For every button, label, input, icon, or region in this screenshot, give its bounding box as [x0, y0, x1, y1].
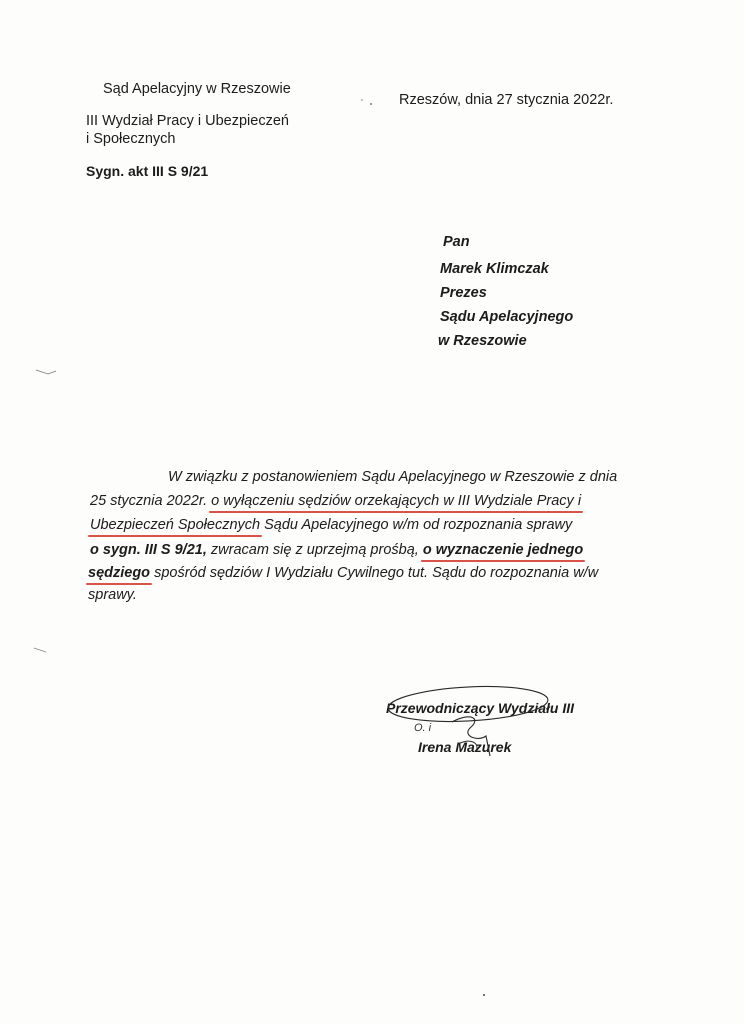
underlined-phrase: sędziego — [88, 565, 151, 581]
addressee-line-5: w Rzeszowie — [438, 333, 527, 349]
underlined-phrase: o wyłączeniu sędziów orzekających w III Wydziale Pracy i — [211, 493, 582, 509]
body-line-5: sędziego spośród sędziów I Wydziału Cywilnego tut. Sądu do rozpoznania w/w — [88, 565, 599, 581]
body-line-6: sprawy. — [88, 587, 137, 603]
court-name: Sąd Apelacyjny w Rzeszowie — [103, 81, 291, 97]
case-number: Sygn. akt III S 9/21 — [86, 163, 209, 179]
signature-name: Irena Mazurek — [418, 739, 512, 755]
place-date: Rzeszów, dnia 27 stycznia 2022r. — [399, 92, 614, 108]
body-line-2: 25 stycznia 2022r. o wyłączeniu sędziów orzekających w III Wydziale Pracy i — [90, 493, 582, 509]
body-line-4: o sygn. III S 9/21, zwracam się z uprzejmą prośbą, o wyznaczenie jednego — [90, 542, 584, 558]
addressee-line-3: Prezes — [440, 285, 487, 301]
signature-initial: O. i — [414, 722, 432, 734]
underlined-phrase: Ubezpieczeń Społecznych — [90, 517, 261, 533]
addressee-line-2: Marek Klimczak — [440, 261, 549, 277]
addressee-line-1: Pan — [443, 234, 470, 250]
signature-title: Przewodniczący Wydziału III — [386, 700, 575, 716]
department-line-1: III Wydział Pracy i Ubezpieczeń — [86, 113, 289, 129]
department-line-2: i Społecznych — [86, 131, 176, 147]
body-line-3: Ubezpieczeń Społecznych Sądu Apelacyjnego w/m od rozpoznania sprawy — [90, 517, 573, 533]
underlined-phrase: o wyznaczenie jednego — [422, 542, 584, 558]
body-line-1: W związku z postanowieniem Sądu Apelacyjnego w Rzeszowie z dnia — [168, 469, 618, 485]
addressee-line-4: Sądu Apelacyjnego — [440, 309, 574, 325]
